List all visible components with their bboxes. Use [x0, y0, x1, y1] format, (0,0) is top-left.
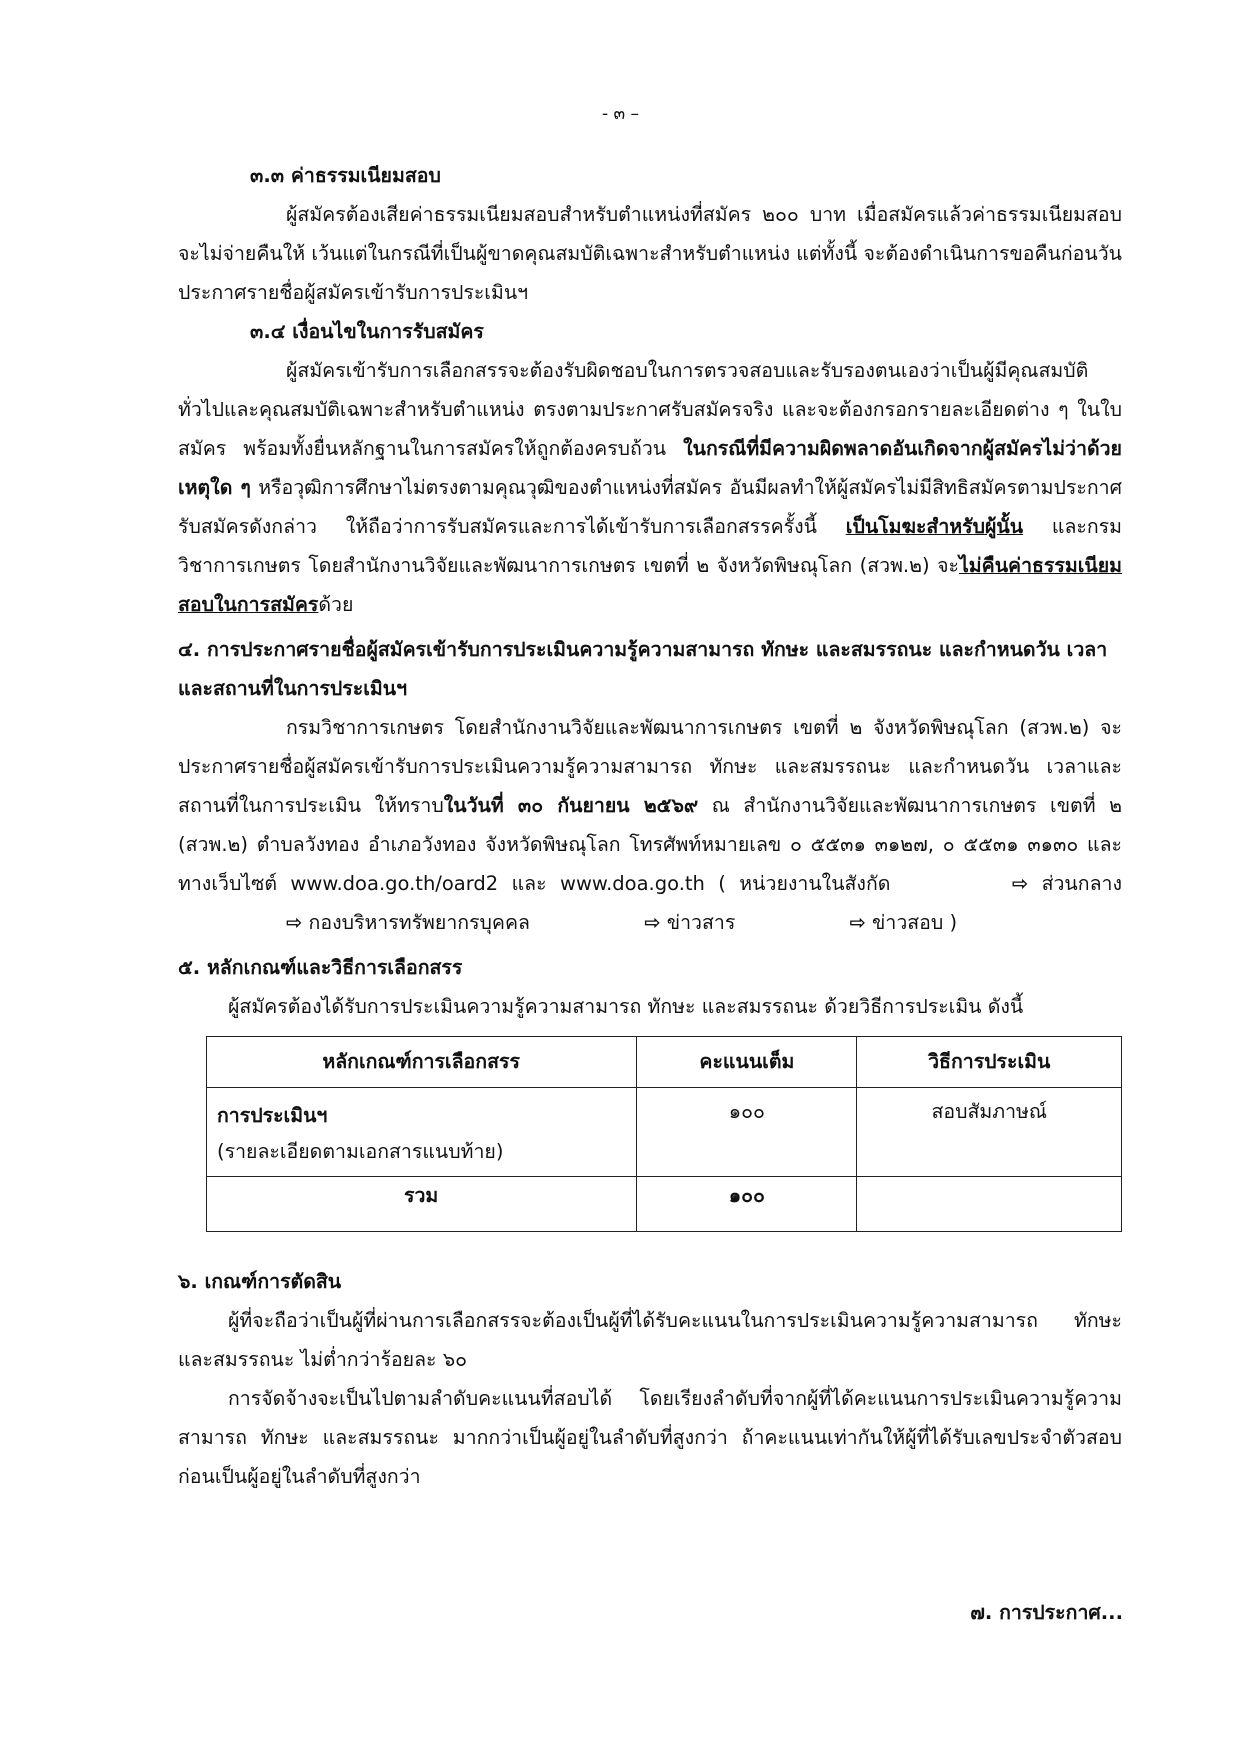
table-cell [207, 1088, 637, 1177]
criterion-name: การประเมินฯ [217, 1104, 328, 1127]
path-item: ข่าวสาร [666, 911, 736, 934]
section-6-heading: ๖. เกณฑ์การตัดสิน [178, 1270, 342, 1293]
text-span: ด้วย [318, 593, 354, 616]
section-4-heading: ๔. การประกาศรายชื่อผู้สมัครเข้ารับการประเมินความรู้ความสามารถ ทักษะ และสมรรถนะ และกำหนดวัน เวลา และสถานที่ในการประเมินฯ [178, 638, 1108, 700]
table-cell [857, 1177, 1122, 1232]
arrow-right-icon: ⇨ [849, 911, 866, 934]
path-item: ข่าวสอบ ) [872, 911, 958, 934]
bold-date: ในวันที่ ๓๐ กันยายน ๒๕๖๙ [443, 794, 699, 817]
table-total-row [207, 1177, 1122, 1232]
section-3-4-heading: ๓.๔ เงื่อนไขในการรับสมัคร [250, 320, 484, 343]
section-5-paragraph: ผู้สมัครต้องได้รับการประเมินความรู้ความสามารถ ทักษะ และสมรรถนะ ด้วยวิธีการประเมิน ดังนี้ [228, 995, 1024, 1018]
total-label: รวม [207, 1177, 637, 1232]
total-score: ๑๐๐ [637, 1177, 857, 1232]
criterion-detail: (รายละเอียดตามเอกสารแนบท้าย) [217, 1140, 504, 1163]
table-cell: ๑๐๐ [637, 1088, 857, 1177]
arrow-right-icon: ⇨ [1011, 872, 1029, 895]
page-number: - ๓ – [601, 104, 640, 124]
document-body [178, 156, 1122, 1496]
arrow-right-icon: ⇨ [644, 911, 661, 934]
section-4-paragraph [178, 708, 1122, 942]
section-3-4-paragraph [178, 351, 1122, 624]
text-span: ผู้สมัครเข้ารับการเลือกสรรจะต้องรับผิดชอบในการตรวจสอบและรับรองตนเองว่าเป็นผู้มีคุณสมบัติทั่วไปและคุณสมบัติเฉพาะสำหรับตำแหน่ง ตรงตามประกาศรับสมัครจริง และจะต้องกรอกรายละเอียดต่าง ๆ ในใบสมัคร พร้อมทั้งยื่นหลักฐานในการสมัครให้ถูกต้องครบถ้วน [178, 359, 1122, 460]
section-6-paragraph-1: ผู้ที่จะถือว่าเป็นผู้ที่ผ่านการเลือกสรรจะต้องเป็นผู้ที่ได้รับคะแนนในการประเมินความรู้ความสามารถ ทักษะ และสมรรถนะ ไม่ต่ำกว่าร้อยละ ๖๐ [178, 1309, 1122, 1371]
text-span: ณ สำนักงานวิจัยและพัฒนาการเกษตร เขตที่ ๒ (สวพ.๒) ตำบลวังทอง อำเภอวังทอง จังหวัดพิษณุโลก โทรศัพท์หมายเลข ๐ ๕๕๓๑ ๓๑๒๗, ๐ ๕๕๓๑ ๓๑๓๐ และทางเว็บไซต์ www.doa.go.th/oard2 และ www.doa.go.th ( หน่วยงานในสังกัด [178, 794, 1123, 895]
criteria-table [206, 1036, 1122, 1232]
table-header-cell: หลักเกณฑ์การเลือกสรร [207, 1037, 637, 1088]
path-item: ส่วนกลาง [1041, 872, 1122, 895]
table-row [207, 1088, 1122, 1177]
text-span: กรมวิชาการเกษตร โดยสำนักงานวิจัยและพัฒนาการเกษตร เขตที่ ๒ จังหวัดพิษณุโลก (สวพ.๒) จะประกาศรายชื่อผู้สมัครเข้ารับการประเมินความรู้ความสามารถ ทักษะ และสมรรถนะ และกำหนดวัน เวลาและสถานที่ในการประเมิน ให้ทราบ [178, 716, 1122, 817]
path-item: กองบริหารทรัพยากรบุคคล [308, 911, 530, 934]
section-3-3-heading: ๓.๓ ค่าธรรมเนียมสอบ [250, 164, 441, 187]
section-5-heading: ๕. หลักเกณฑ์และวิธีการเลือกสรร [178, 956, 463, 979]
table-header-cell: คะแนนเต็ม [637, 1037, 857, 1088]
table-cell: สอบสัมภาษณ์ [857, 1088, 1122, 1177]
continuation-footer: ๗. การประกาศ... [970, 1601, 1123, 1624]
text-span: และกรมวิชาการเกษตร โดยสำนักงานวิจัยและพัฒนาการเกษตร เขตที่ ๒ จังหวัดพิษณุโลก (สวพ.๒) จะ [178, 515, 1122, 577]
table-header-cell: วิธีการประเมิน [857, 1037, 1122, 1088]
arrow-right-icon: ⇨ [286, 911, 303, 934]
text-span: หรือวุฒิการศึกษาไม่ตรงตามคุณวุฒิของตำแหน่งที่สมัคร อันมีผลทำให้ผู้สมัครไม่มีสิทธิสมัครตามประกาศรับสมัครดังกล่าว ให้ถือว่าการรับสมัครและการได้เข้ารับการเลือกสรรครั้งนี้ [178, 476, 1122, 538]
section-6-paragraph-2: การจัดจ้างจะเป็นไปตามลำดับคะแนนที่สอบได้ โดยเรียงลำดับที่จากผู้ที่ได้คะแนนการประเมินความรู้ความสามารถ ทักษะ และสมรรถนะ มากกว่าเป็นผู้อยู่ในลำดับที่สูงกว่า ถ้าคะแนนเท่ากันให้ผู้ที่ได้รับเลขประจำตัวสอบก่อนเป็นผู้อยู่ในลำดับที่สูงกว่า [178, 1387, 1122, 1488]
bold-text: ในกรณีที่มีความผิดพลาดอันเกิดจากผู้สมัครไม่ว่าด้วยเหตุใด ๆ [178, 437, 1122, 499]
underlined-text: ไม่คืนค่าธรรมเนียมสอบในการสมัคร [178, 554, 1122, 616]
section-3-3-paragraph: ผู้สมัครต้องเสียค่าธรรมเนียมสอบสำหรับตำแหน่งที่สมัคร ๒๐๐ บาท เมื่อสมัครแล้วค่าธรรมเนียมสอบจะไม่จ่ายคืนให้ เว้นแต่ในกรณีที่เป็นผู้ขาดคุณสมบัติเฉพาะสำหรับตำแหน่ง แต่ทั้งนี้ จะต้องดำเนินการขอคืนก่อนวันประกาศรายชื่อผู้สมัครเข้ารับการประเมินฯ [178, 203, 1122, 304]
table-header-row [207, 1037, 1122, 1088]
underlined-text: เป็นโมฆะสำหรับผู้นั้น [845, 515, 1024, 538]
